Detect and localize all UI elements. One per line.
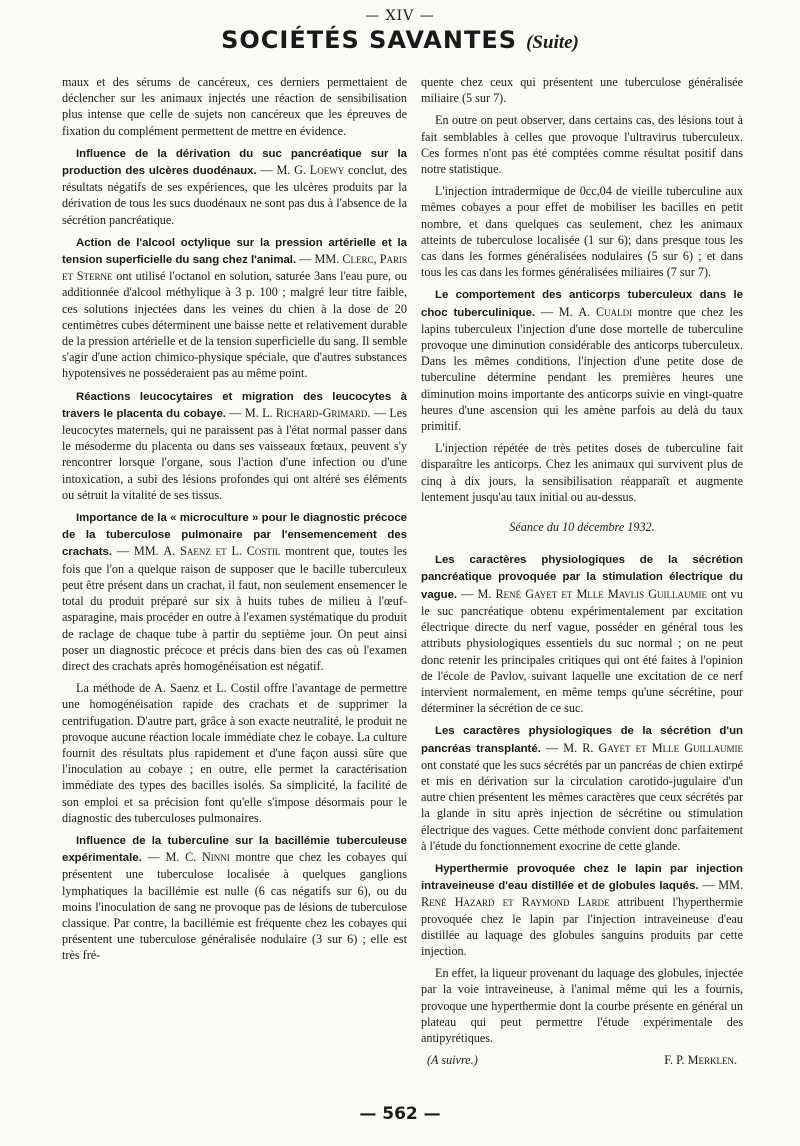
abstract-heading: Influence de la tuberculine sur la bacillémie tuberculeuse expérimentale. bbox=[62, 834, 407, 865]
abstract-antibodies bbox=[421, 286, 743, 434]
session-date: Séance du 10 décembre 1932. bbox=[509, 520, 655, 535]
abstract-heading: Hyperthermie provoquée chez le lapin par injection intraveineuse d'eau distillée et de globules laqués. bbox=[421, 862, 743, 893]
signature-author: F. P. Merklen. bbox=[664, 1053, 737, 1068]
abstract-pancreatic-ulcers bbox=[62, 145, 407, 228]
abstract-heading: Le comportement des anticorps tuberculeux dans le choc tuberculinique. bbox=[421, 289, 743, 319]
page-number: — 562 — bbox=[359, 1104, 441, 1124]
author-name: A. Cualdi bbox=[578, 304, 633, 319]
section-header bbox=[0, 26, 800, 54]
abstract-hyperthermia bbox=[421, 860, 743, 959]
author-name: G. Loewy bbox=[294, 163, 345, 178]
abstract-heading: Les caractères physiologiques de la sécrétion d'un pancréas transplanté. bbox=[421, 725, 743, 755]
author-name: René Hazard et Raymond Larde bbox=[421, 895, 610, 910]
author-name: L. Richard-Grimard. bbox=[262, 405, 371, 420]
abstract-heading: Réactions leucocytaires et migration des leucocytes à travers le placenta du cobaye. bbox=[62, 390, 407, 420]
text: — M. bbox=[256, 163, 295, 178]
text: conclut, des résultats négatifs de ses expériences, que les ulcères produits par la dérivation de tous les sucs duodénaux ne sont pas dus à l'absence de la sécrétion pancréatique. bbox=[62, 163, 407, 227]
header-suite: (Suite) bbox=[526, 32, 579, 53]
paragraph: L'injection répétée de très petites doses de tuberculine fait disparaître les anticorps. Chez les animaux qui survivent plus de cinq à dix jours, la sensibilisation réapparaît et augmente lentement jusqu'au taux initial ou au-dessus. bbox=[421, 441, 743, 504]
header-title: SOCIÉTÉS SAVANTES bbox=[221, 26, 518, 54]
author-name: C. Ninni bbox=[185, 850, 230, 865]
text: — M. bbox=[225, 405, 263, 420]
text: attribuent l'hyperthermie provoquée chez le lapin par l'injection intraveineuse d'eau distillée au laquage des globules sanguins produits par cette injection. bbox=[421, 895, 743, 958]
text: — M. bbox=[535, 304, 579, 319]
abstract-leucocytes bbox=[62, 388, 407, 503]
author-name: R. Gayet et Mlle Guillaumie bbox=[582, 740, 744, 755]
text: — MM. bbox=[296, 252, 343, 267]
article-footer bbox=[421, 1052, 743, 1068]
paragraph: En outre on peut observer, dans certains cas, des lésions tout à fait semblables à celles que provoque l'ultravirus tuberculeux. Ces formes n'ont pas été comptées comme résultat positif dans notre statistique. bbox=[421, 113, 743, 177]
paragraph: quente chez ceux qui présentent une tuberculose généralisée miliaire (5 sur 7). bbox=[421, 75, 743, 106]
text: — M. bbox=[141, 850, 186, 865]
left-column bbox=[62, 74, 407, 970]
abstract-heading: Influence de la dérivation du suc pancréatique sur la production des ulcères duodénaux. bbox=[62, 147, 407, 178]
abstract-tuberculin-bacillemia bbox=[62, 832, 407, 964]
abstract-octyl-alcohol bbox=[62, 234, 407, 382]
paragraph: La méthode de A. Saenz et L. Costil offre l'avantage de permettre une homogénéisation rapide des crachats et de supprimer la centrifugation. D'autre part, grâce à son exacte neutralité, le produit ne provoque aucune réaction locale immédiate chez le cobaye. La culture fournit des résultats plus rapidement et d'une façon aussi sûre que l'inoculation au cobaye ; en outre, elle permet la caractérisation immédiate des types des bacilles isolés. Sa simplicité, la facilité de son emploi et sa précision font qu'elle s'impose désormais pour le diagnostic des tuberculoses pulmonaires. bbox=[62, 681, 407, 825]
author-name: A. Saenz et L. Costil bbox=[163, 544, 281, 559]
right-column bbox=[421, 74, 743, 1068]
text: ont utilisé l'octanol en solution, saturée 3ans l'eau pure, ou additionnée d'alcool méthylique à 3 p. 100 ; malgré leur titre faible, ces solutions injectées dans les veines du chien à la dose de 20 centimètres cubes déterminent une baisse nette et relativement durable de la pression artérielle et de la tension superficielle du sang. Il semble s'agir d'une action chimico-physique spéciale, que d'autres substances hypotensives ne posséderaient pas au même point. bbox=[62, 269, 407, 381]
paragraph: En effet, la liqueur provenant du laquage des globules, injectée par la voie intraveineuse, à l'animal même qui les a fournis, provoque une hyperthermie dont la courbe présente en général un plateau qui peut permettre l'étude expérimentale des antipyrétiques. bbox=[421, 966, 743, 1045]
abstract-microculture bbox=[62, 509, 407, 674]
text: montrent que, toutes les fois que l'on a quelque raison de supposer que le bacille tuberculeux peut être présent dans un crachat, il faut, non seulement ensemencer le total du produit préparé sur six à huits tubes de milieu à l'œuf-asparagine, mais procéder en outre à l'examen systématique du produit de raclage de chaque tube à partir du septième jour. On peut ainsi poser un diagnostic précoce et précis dans bien des cas où l'examen direct des crachats après homogénéisation est négatif. bbox=[62, 544, 407, 673]
text: ont vu le suc pancréatique obtenu expérimentalement par excitation électrique directe du nerf vague, posséder en général tous les attributs physiologiques essentiels du suc normal ; on ne peut donc retenir les principales critiques qui ont été faites à l'opinion de l'école de Pavlov, suivant laquelle une excitation de ce nerf intervient normalement, en même temps qu'une sécrétine, pour déterminer la sécrétion de ce suc. bbox=[421, 586, 743, 716]
to-be-continued: (A suivre.) bbox=[427, 1053, 478, 1068]
text: ont constaté que les sucs sécrétés par un pancréas de chien extirpé et mis en dérivation sur la circulation carotido-jugulaire d'un autre chien présentent les mêmes caractères que ceux sécrétés par la glande in situ après injection de sécrétine ou stimulation électrique des vagues. Cette méthode convient donc parfaitement à l'étude du fonctionnement exocrine de cette glande. bbox=[421, 757, 743, 853]
author-name: Clerc, Paris et Sterne bbox=[62, 252, 407, 284]
text: — MM. bbox=[112, 544, 164, 559]
text: — Les leucocytes maternels, qui ne paraissent pas à l'état normal passer dans le mésoderme du placenta ou dans ses vaisseaux fœtaux, peuvent s'y rencontrer lorsque l'organe, sous l'action d'une infection ou d'une intoxication, a subi des lésions profondes qui ont altéré ses éléments ou sétruit la vitalité de ses tissus. bbox=[62, 405, 407, 502]
paragraph: L'injection intradermique de 0cc,04 de vieille tuberculine aux mêmes cobayes a pour effet de mobiliser les bacilles en petit nombre, et dans quelques cas seulement, chez les animaux atteints de tuberculose localisée (1 sur 6); dans presque tous les cas dans les formes généralisées nodulaires (5 sur 6) ; et dans tous les cas dans les formes généralisées miliaires (7 sur 7). bbox=[421, 184, 743, 280]
text: — M. bbox=[457, 586, 496, 601]
abstract-transplanted-pancreas bbox=[421, 722, 743, 854]
abstract-heading: Importance de la « microculture » pour le diagnostic précoce de la tuberculose pulmonaire par l'ensemencement des crachats. bbox=[62, 512, 407, 559]
abstract-vagus-stimulation bbox=[421, 551, 743, 716]
text: — M. bbox=[540, 740, 583, 755]
text: montre que chez les lapins tuberculeux l'injection d'une dose mortelle de tuberculine provoque une diminution considérable des anticorps tuberculeux. Dans les mêmes conditions, l'injection d'une petite dose de tuberculine détermine pendant les premières heures une diminution moins importante des anticorps suivie en vingt-quatre heures d'une ascension qui les amène parfois au delà du taux primitif. bbox=[421, 304, 743, 434]
abstract-heading: Les caractères physiologiques de la sécrétion pancréatique provoquée par la stimulation électrique du vague. bbox=[421, 554, 743, 601]
text: — MM. bbox=[698, 878, 743, 893]
abstract-heading: Action de l'alcool octylique sur la pression artérielle et la tension superficielle du sang chez l'animal. bbox=[62, 236, 407, 267]
paragraph: maux et des sérums de cancéreux, ces derniers permettaient de déclencher sur les animaux injectés une réaction de sensibilisation plus intense que celle de sujets non cancéreux que les épreuves de fixation du complément permettent de mettre en évidence. bbox=[62, 75, 407, 138]
roman-page-number: — XIV — bbox=[365, 8, 435, 24]
author-name: René Gayet et Mlle Mavlis Guillaumie bbox=[495, 586, 707, 601]
text: montre que chez les cobayes qui présentent une tuberculose localisée à quelques ganglions lymphatiques la bacillémie est nulle (6 cas négatifs sur 6), ou du moins l'inoculation de sang ne provoque pas de lésions de tuberculose classique. Par contre, la bacillémie est fréquente chez les cobayes qui présentent une tuberculose généralisée nodulaire (3 sur 6) ; elle est très fré- bbox=[62, 850, 407, 963]
